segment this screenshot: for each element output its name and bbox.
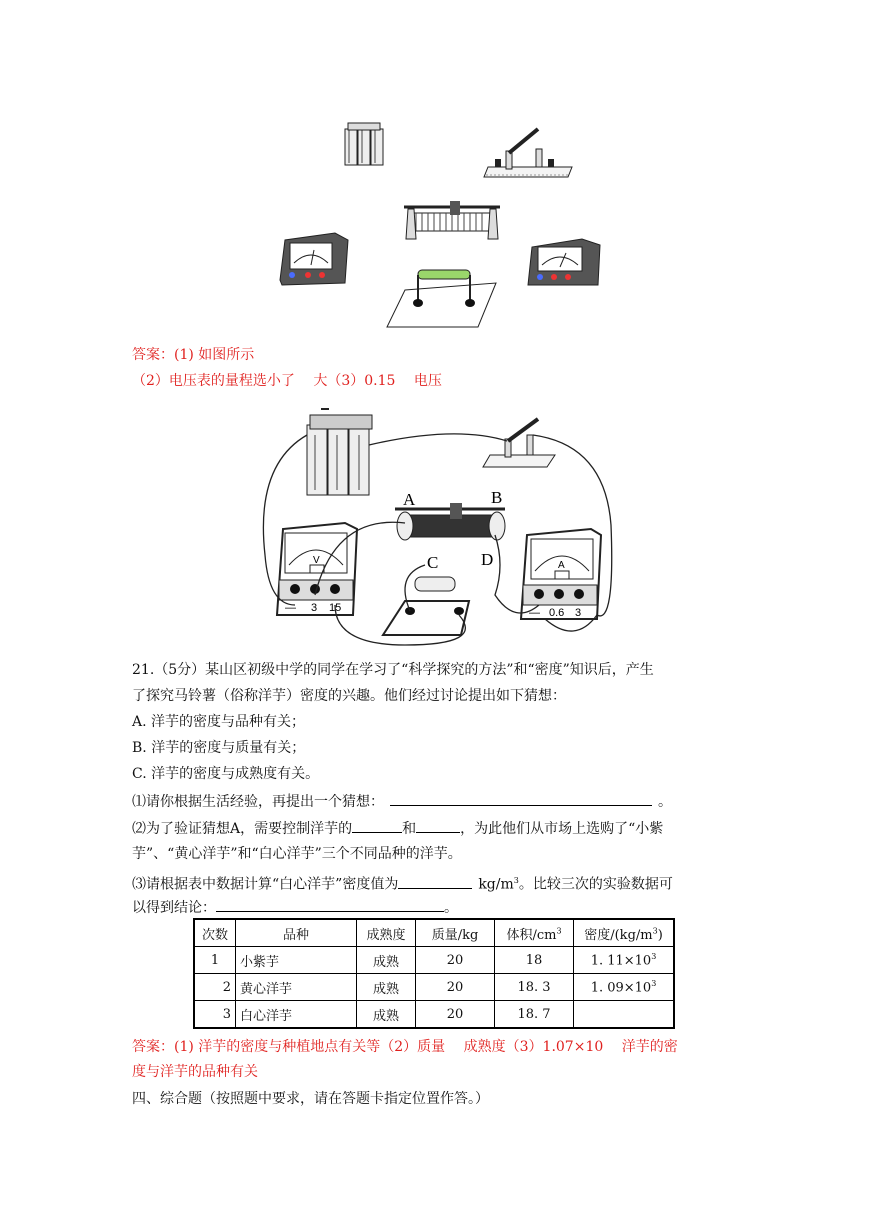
table-row — [194, 947, 674, 974]
ammeter-06-label: 0.6 — [549, 607, 565, 619]
table-cell: 成熟 — [357, 947, 416, 974]
q21-line2: 了探究马铃薯（俗称洋芋）密度的兴趣。他们经过讨论提出如下猜想： — [132, 688, 566, 704]
table-cell: 1. $09\times 10^3$ — [574, 974, 675, 1001]
terminal-a-label: A — [403, 490, 416, 509]
resistor-board-icon — [387, 270, 496, 327]
table-cell: 黄心洋芋 — [236, 974, 357, 1001]
q21-option-c: C. 洋芋的密度与成熟度有关。 — [132, 766, 320, 782]
q21-sub1-prompt: ⑴请你根据生活经验，再提出一个猜想： — [132, 794, 384, 810]
q21-sub2 — [132, 818, 663, 839]
voltmeter-icon — [280, 233, 348, 285]
terminal-b-label: B — [491, 488, 503, 507]
table-cell: 白心洋芋 — [236, 1001, 357, 1029]
header-cell: 质量/kg — [416, 919, 495, 947]
answer2-line2: 度与洋芋的品种有关 — [132, 1064, 258, 1080]
ammeter-3-label: 3 — [575, 607, 582, 619]
guess-answer-blank[interactable] — [390, 791, 652, 806]
q21-sub1 — [132, 791, 672, 812]
q21-sub3-line2 — [132, 897, 458, 918]
q21-sub2-and: 和 — [402, 821, 417, 837]
experiment-data-table — [193, 918, 675, 1029]
terminal-c-label: C — [427, 553, 439, 572]
voltmeter-3-label: 3 — [311, 602, 318, 614]
q21-sub3 — [132, 871, 673, 895]
table-header-row — [194, 919, 674, 947]
q21-line1: 21.（5分）某山区初级中学的同学在学习了“科学探究的方法”和“密度”知识后，产生 — [132, 662, 654, 678]
table-cell: 1. $11\times 10^3$ — [574, 947, 675, 974]
table-cell: 18. 3 — [495, 974, 574, 1001]
header-cell: 密度$/(kg/m^3)$ — [574, 919, 675, 947]
q21-sub2-rest: ，为此他们从市场上选购了“小紫 — [460, 821, 664, 837]
table-cell: 20 — [416, 1001, 495, 1029]
header-cell: 品种 — [236, 919, 357, 947]
table-row — [194, 1001, 674, 1029]
table-cell: 成熟 — [357, 974, 416, 1001]
table-cell: 20 — [416, 974, 495, 1001]
rheostat-icon — [404, 201, 500, 239]
terminal-d-label: D — [481, 550, 494, 569]
ammeter-letter: A — [558, 560, 565, 571]
section-4-heading: 四、综合题（按照题中要求，请在答题卡指定位置作答。） — [132, 1091, 489, 1107]
table-cell: 18 — [495, 947, 574, 974]
table-cell: 18. 7 — [495, 1001, 574, 1029]
table-cell: 20 — [416, 947, 495, 974]
voltmeter-15-label: 15 — [329, 602, 342, 614]
table-cell: 3 — [194, 1001, 236, 1029]
ammeter-icon — [528, 239, 600, 285]
circuit-figure — [255, 405, 615, 650]
resistor-board-icon — [383, 577, 469, 635]
header-cell: 体积$/cm^3$ — [495, 919, 574, 947]
answer1-line1: 答案：(1) 如图所示 — [132, 347, 255, 363]
switch-icon — [484, 129, 572, 177]
battery-icon — [345, 123, 383, 165]
q21-option-a: A. 洋芋的密度与品种有关； — [132, 714, 306, 730]
header-cell: 成熟度 — [357, 919, 416, 947]
conclusion-blank[interactable] — [216, 897, 444, 912]
table-cell: 成熟 — [357, 1001, 416, 1029]
control-variable-blank-1[interactable] — [352, 818, 402, 833]
q21-sub3-conclusion-prompt: 以得到结论： — [132, 900, 216, 916]
voltmeter-letter: V — [313, 555, 320, 566]
battery-icon — [307, 409, 372, 495]
unit-exponent: 3 — [513, 876, 519, 885]
q21-sub3-end: 。 — [444, 900, 458, 916]
answer1-line2: （2）电压表的量程选小了 大（3）0.15 电压 — [132, 373, 442, 389]
components-figure — [270, 115, 610, 330]
q21-option-b: B. 洋芋的密度与质量有关； — [132, 740, 306, 756]
q21-sub2-line2: 芋”、“黄心洋芋”和“白心洋芋”三个不同品种的洋芋。 — [132, 846, 462, 862]
ammeter-icon — [521, 529, 601, 619]
table-row — [194, 974, 674, 1001]
q21-sub2-prompt: ⑵为了验证猜想A，需要控制洋芋的 — [132, 821, 353, 837]
table-cell: 1 — [194, 947, 236, 974]
table-cell: 2 — [194, 974, 236, 1001]
density-value-blank[interactable] — [398, 874, 472, 889]
table-cell: 小紫芋 — [236, 947, 357, 974]
header-cell: 次数 — [194, 919, 236, 947]
answer2-line1: 答案：(1) 洋芋的密度与种植地点有关等（2）质量 成熟度（3）1.07×10 洋芋的密 — [132, 1039, 678, 1055]
control-variable-blank-2[interactable] — [416, 818, 460, 833]
q21-sub3-prompt: ⑶请根据表中数据计算“白心洋芋”密度值为 — [132, 876, 399, 893]
ammeter-minus-label: — — [529, 607, 540, 619]
table-cell[interactable] — [574, 1001, 675, 1029]
switch-icon — [483, 419, 555, 467]
q21-sub3-rest: 。比较三次的实验数据可 — [518, 876, 673, 893]
density-unit: kg/m — [478, 876, 514, 893]
voltmeter-minus-label: — — [285, 602, 296, 614]
q21-sub1-end: 。 — [658, 794, 672, 810]
